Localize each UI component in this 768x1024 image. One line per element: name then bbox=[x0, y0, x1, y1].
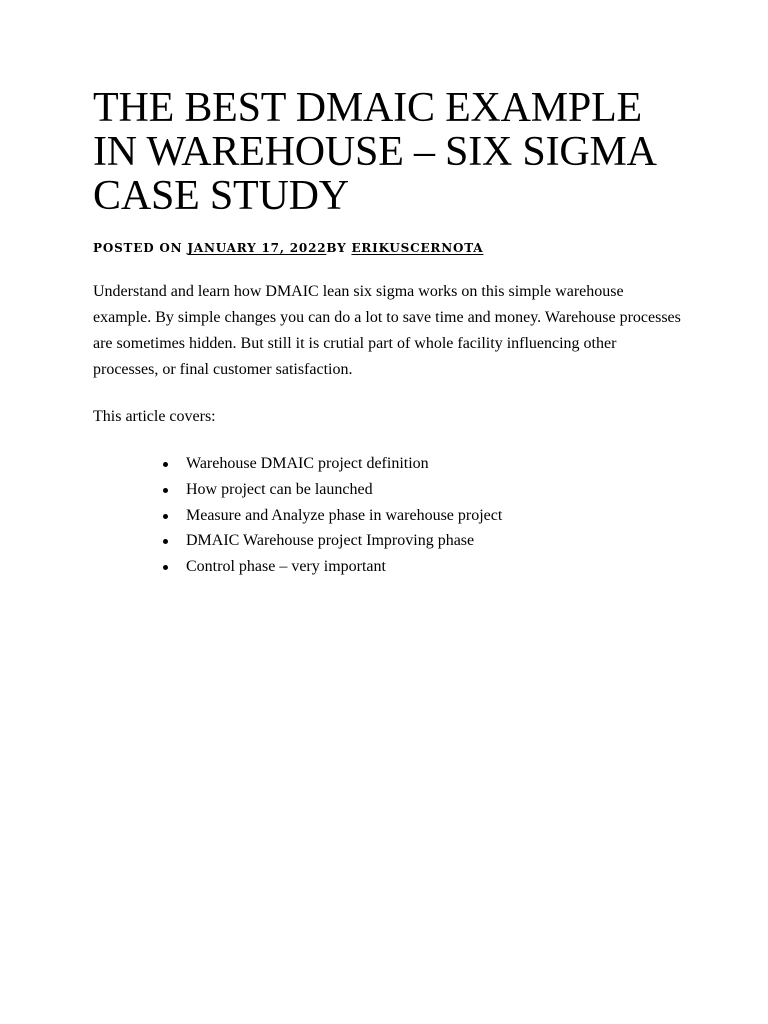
by-label: BY bbox=[326, 241, 352, 255]
post-date-link[interactable]: JANUARY 17, 2022 bbox=[187, 241, 327, 255]
article bbox=[93, 86, 683, 580]
intro-paragraph: Understand and learn how DMAIC lean six sigma works on this simple warehouse example. By simple changes you can do a lot to save time and money. Warehouse processes are sometimes hidden. But still it is crutial part of whole facility influencing other processes, or final customer satisfaction. bbox=[93, 283, 681, 378]
list-item bbox=[93, 528, 683, 554]
author-link[interactable]: ERIKUSCERNOTA bbox=[351, 241, 484, 255]
post-meta bbox=[93, 240, 683, 256]
list-item bbox=[93, 477, 683, 503]
list-item bbox=[93, 451, 683, 477]
list-item bbox=[93, 503, 683, 529]
article-title: THE BEST DMAIC EXAMPLE IN WAREHOUSE – SIX SIGMA CASE STUDY bbox=[93, 85, 655, 219]
bullet-icon bbox=[163, 488, 168, 493]
list-item-text: Measure and Analyze phase in warehouse project bbox=[186, 506, 503, 524]
list-item-text: How project can be launched bbox=[186, 480, 373, 498]
bullet-icon bbox=[163, 565, 168, 570]
bullet-icon bbox=[163, 514, 168, 519]
list-item-text: Warehouse DMAIC project definition bbox=[186, 455, 429, 472]
covers-label: This article covers: bbox=[93, 408, 216, 425]
list-item bbox=[93, 554, 683, 580]
bullet-icon bbox=[163, 462, 168, 467]
list-item-text: Control phase – very important bbox=[186, 558, 386, 576]
posted-on-label: POSTED ON bbox=[93, 241, 188, 255]
list-item-text: DMAIC Warehouse project Improving phase bbox=[186, 532, 475, 550]
covers-list bbox=[93, 451, 683, 580]
bullet-icon bbox=[163, 539, 168, 544]
